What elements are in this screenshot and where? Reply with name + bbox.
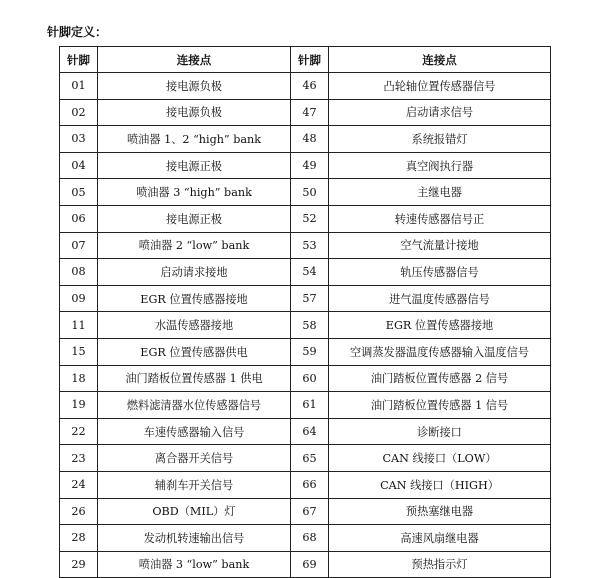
cell-pin-right: 61 <box>291 392 329 419</box>
table-row <box>60 471 551 498</box>
cell-pin-right: 47 <box>291 99 329 126</box>
cell-connection-left: 喷油器 2 “low” bank <box>98 232 291 259</box>
cell-pin-left: 23 <box>60 445 98 472</box>
cell-connection-left: 喷油器 3 “high” bank <box>98 179 291 206</box>
cell-pin-right: 68 <box>291 525 329 552</box>
table-row <box>60 126 551 153</box>
cell-connection-left: 喷油器 1、2 “high” bank <box>98 126 291 153</box>
cell-pin-left: 01 <box>60 73 98 100</box>
table-header-row <box>60 47 551 73</box>
cell-pin-left: 22 <box>60 418 98 445</box>
cell-pin-left: 03 <box>60 126 98 153</box>
table-row <box>60 232 551 259</box>
cell-pin-right: 65 <box>291 445 329 472</box>
cell-pin-right: 58 <box>291 312 329 339</box>
cell-connection-right: 油门踏板位置传感器 1 信号 <box>329 392 551 419</box>
table-row <box>60 312 551 339</box>
table-row <box>60 338 551 365</box>
cell-connection-left: 接电源负极 <box>98 73 291 100</box>
cell-connection-right: 空调蒸发器温度传感器输入温度信号 <box>329 338 551 365</box>
cell-connection-left: 发动机转速输出信号 <box>98 525 291 552</box>
cell-pin-right: 60 <box>291 365 329 392</box>
header-connection-left: 连接点 <box>98 47 291 73</box>
cell-connection-right: 系统报错灯 <box>329 126 551 153</box>
cell-connection-left: 喷油器 3 “low” bank <box>98 551 291 578</box>
cell-connection-right: 主继电器 <box>329 179 551 206</box>
cell-connection-right: 高速风扇继电器 <box>329 525 551 552</box>
header-pin-right: 针脚 <box>291 47 329 73</box>
cell-pin-left: 15 <box>60 338 98 365</box>
cell-connection-left: 油门踏板位置传感器 1 供电 <box>98 365 291 392</box>
cell-pin-left: 04 <box>60 152 98 179</box>
cell-connection-left: 水温传感器接地 <box>98 312 291 339</box>
cell-pin-left: 07 <box>60 232 98 259</box>
header-connection-right: 连接点 <box>329 47 551 73</box>
cell-connection-left: 接电源正极 <box>98 152 291 179</box>
cell-connection-right: 空气流量计接地 <box>329 232 551 259</box>
cell-pin-right: 52 <box>291 205 329 232</box>
cell-pin-left: 29 <box>60 551 98 578</box>
header-pin-left: 针脚 <box>60 47 98 73</box>
pin-definition-table <box>59 46 551 578</box>
section-heading: 针脚定义： <box>47 25 108 39</box>
cell-pin-left: 28 <box>60 525 98 552</box>
cell-connection-left: EGR 位置传感器供电 <box>98 338 291 365</box>
cell-pin-right: 64 <box>291 418 329 445</box>
cell-connection-left: 辅刹车开关信号 <box>98 471 291 498</box>
cell-connection-right: 预热指示灯 <box>329 551 551 578</box>
table-row <box>60 259 551 286</box>
cell-connection-right: 转速传感器信号正 <box>329 205 551 232</box>
cell-connection-right: 预热塞继电器 <box>329 498 551 525</box>
cell-pin-left: 19 <box>60 392 98 419</box>
cell-pin-right: 57 <box>291 285 329 312</box>
cell-pin-right: 50 <box>291 179 329 206</box>
cell-pin-right: 59 <box>291 338 329 365</box>
cell-connection-right: 凸轮轴位置传感器信号 <box>329 73 551 100</box>
cell-pin-left: 06 <box>60 205 98 232</box>
cell-pin-left: 08 <box>60 259 98 286</box>
table-row <box>60 179 551 206</box>
table-row <box>60 205 551 232</box>
cell-pin-right: 53 <box>291 232 329 259</box>
table-row <box>60 525 551 552</box>
cell-pin-right: 49 <box>291 152 329 179</box>
table-row <box>60 551 551 578</box>
table-row <box>60 392 551 419</box>
cell-connection-right: CAN 线接口（LOW） <box>329 445 551 472</box>
table-row <box>60 73 551 100</box>
cell-connection-right: 启动请求信号 <box>329 99 551 126</box>
cell-connection-right: 进气温度传感器信号 <box>329 285 551 312</box>
cell-connection-right: 真空阀执行器 <box>329 152 551 179</box>
cell-pin-left: 26 <box>60 498 98 525</box>
table-row <box>60 445 551 472</box>
cell-pin-right: 54 <box>291 259 329 286</box>
cell-pin-right: 69 <box>291 551 329 578</box>
cell-connection-left: 车速传感器输入信号 <box>98 418 291 445</box>
cell-pin-left: 24 <box>60 471 98 498</box>
table-body <box>60 73 551 578</box>
cell-pin-right: 46 <box>291 73 329 100</box>
cell-connection-right: 油门踏板位置传感器 2 信号 <box>329 365 551 392</box>
table-row <box>60 152 551 179</box>
cell-pin-right: 48 <box>291 126 329 153</box>
cell-connection-left: EGR 位置传感器接地 <box>98 285 291 312</box>
cell-connection-left: 接电源负极 <box>98 99 291 126</box>
cell-connection-left: OBD（MIL）灯 <box>98 498 291 525</box>
cell-pin-right: 67 <box>291 498 329 525</box>
cell-connection-left: 离合器开关信号 <box>98 445 291 472</box>
cell-connection-right: EGR 位置传感器接地 <box>329 312 551 339</box>
cell-connection-right: CAN 线接口（HIGH） <box>329 471 551 498</box>
table-row <box>60 498 551 525</box>
cell-pin-left: 18 <box>60 365 98 392</box>
table-row <box>60 365 551 392</box>
cell-pin-left: 02 <box>60 99 98 126</box>
table-row <box>60 285 551 312</box>
cell-connection-left: 启动请求接地 <box>98 259 291 286</box>
cell-connection-right: 诊断接口 <box>329 418 551 445</box>
cell-pin-left: 11 <box>60 312 98 339</box>
cell-connection-right: 轨压传感器信号 <box>329 259 551 286</box>
table-row <box>60 99 551 126</box>
cell-pin-left: 05 <box>60 179 98 206</box>
table-row <box>60 418 551 445</box>
cell-pin-left: 09 <box>60 285 98 312</box>
cell-pin-right: 66 <box>291 471 329 498</box>
cell-connection-left: 燃料滤清器水位传感器信号 <box>98 392 291 419</box>
cell-connection-left: 接电源正极 <box>98 205 291 232</box>
